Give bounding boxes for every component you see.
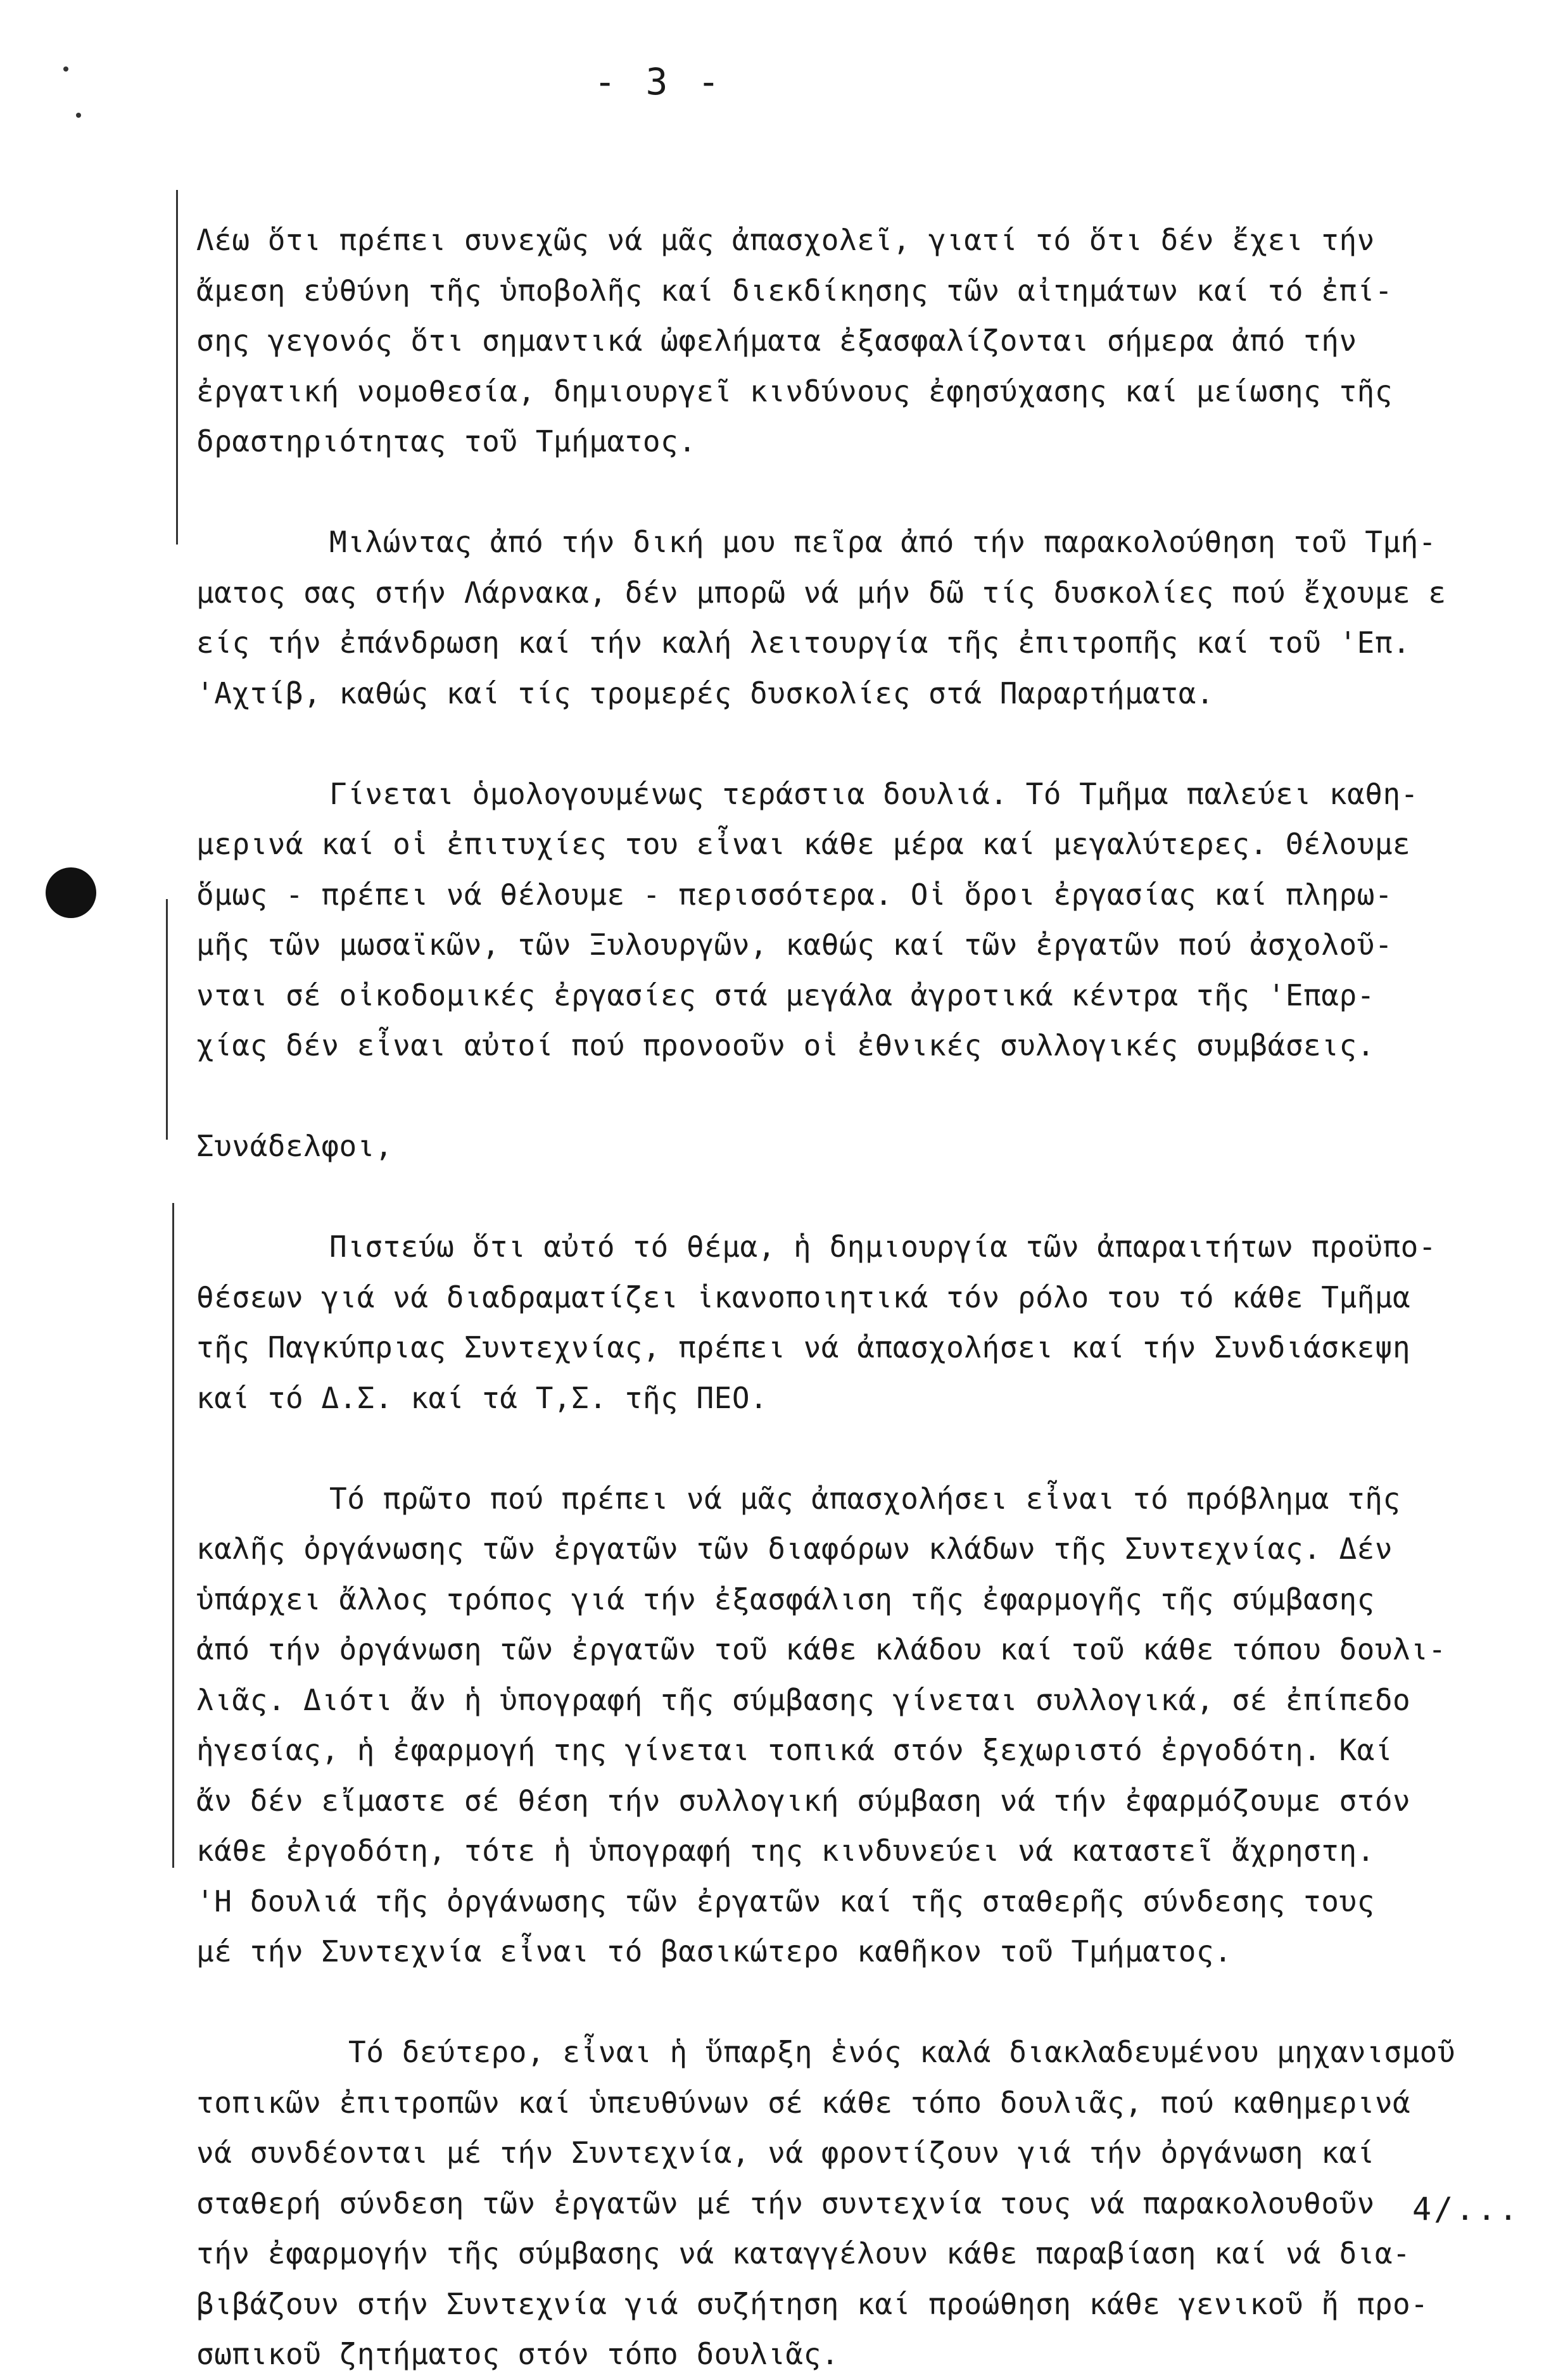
text-line: μερινά καί οἱ ἐπιτυχίες του εἶναι κάθε μέρα καί μεγαλύτερες. Θέλουμε xyxy=(196,827,1411,861)
text-line: μῆς τῶν μωσαϊκῶν, τῶν Ξυλουργῶν, καθώς καί τῶν ἐργατῶν πού ἀσχολοῦ- xyxy=(196,928,1393,962)
text-line: θέσεων γιά νά διαδραματίζει ἱκανοποιητικά τόν ρόλο του τό κάθε Τμῆμα xyxy=(196,1280,1411,1314)
text-line: λιᾶς. Διότι ἄν ἡ ὑπογραφή τῆς σύμβασης γίνεται συλλογικά, σέ ἐπίπεδο xyxy=(196,1682,1411,1717)
text-line: Μιλώντας ἀπό τήν δική μου πεῖρα ἀπό τήν παρακολούθηση τοῦ Τμή- xyxy=(329,525,1437,559)
paragraph xyxy=(196,1222,1514,1423)
salutation xyxy=(196,1121,1514,1172)
paragraph xyxy=(196,215,1514,467)
paragraph xyxy=(196,769,1514,1071)
text-line: Συνάδελφοι, xyxy=(196,1129,393,1163)
text-line: ἐργατική νομοθεσία, δημιουργεῖ κινδύνους ἐφησύχασης καί μείωσης τῆς xyxy=(196,374,1393,408)
text-line: ἀπό τήν ὀργάνωση τῶν ἐργατῶν τοῦ κάθε κλάδου καί τοῦ κάθε τόπου δουλι- xyxy=(196,1632,1446,1666)
text-line: ἡγεσίας, ἡ ἐφαρμογή της γίνεται τοπικά στόν ξεχωριστό ἐργοδότη. Καί xyxy=(196,1733,1393,1767)
punch-hole-mark xyxy=(46,867,96,918)
text-line: Λέω ὅτι πρέπει συνεχῶς νά μᾶς ἀπασχολεῖ, γιατί τό ὅτι δέν ἔχει τήν xyxy=(196,223,1375,257)
paragraph xyxy=(196,1474,1514,1977)
text-line: νται σέ οἰκοδομικές ἐργασίες στά μεγάλα ἀγροτικά κέντρα τῆς 'Επαρ- xyxy=(196,978,1375,1012)
text-line: Τό πρῶτο πού πρέπει νά μᾶς ἀπασχολήσει εἶναι τό πρόβλημα τῆς xyxy=(329,1481,1401,1516)
text-line: Γίνεται ὁμολογουμένως τεράστια δουλιά. Τό Τμῆμα παλεύει καθη- xyxy=(329,776,1419,811)
continuation-marker: 4/... xyxy=(1412,2191,1521,2227)
text-line: βιβάζουν στήν Συντεχνία γιά συζήτηση καί προώθηση κάθε γενικοῦ ἤ προ- xyxy=(196,2286,1429,2321)
text-line: ἄν δέν εἴμαστε σέ θέση τήν συλλογική σύμβαση νά τήν ἐφαρμόζουμε στόν xyxy=(196,1783,1411,1818)
margin-line xyxy=(166,899,168,1140)
text-line: χίας δέν εἶναι αὐτοί πού προνοοῦν οἱ ἐθνικές συλλογικές συμβάσεις. xyxy=(196,1028,1375,1062)
page-number: - 3 - xyxy=(593,60,724,103)
text-line: νά συνδέονται μέ τήν Συντεχνία, νά φροντίζουν γιά τήν ὀργάνωση καί xyxy=(196,2136,1375,2170)
margin-line xyxy=(172,1203,174,1868)
text-line: ἄμεση εὐθύνη τῆς ὑποβολῆς καί διεκδίκησης τῶν αἰτημάτων καί τό ἐπί- xyxy=(196,273,1393,308)
text-line: τήν ἐφαρμογήν τῆς σύμβασης νά καταγγέλουν κάθε παραβίαση καί νά δια- xyxy=(196,2236,1411,2270)
text-line: Πιστεύω ὅτι αὐτό τό θέμα, ἡ δημιουργία τῶν ἀπαραιτήτων προϋπο- xyxy=(329,1230,1437,1264)
text-line: ὑπάρχει ἄλλος τρόπος γιά τήν ἐξασφάλιση τῆς ἐφαρμογῆς τῆς σύμβασης xyxy=(196,1582,1375,1616)
text-line: δραστηριότητας τοῦ Τμήματος. xyxy=(196,424,697,458)
text-line: τοπικῶν ἐπιτροπῶν καί ὑπευθύνων σέ κάθε τόπο δουλιᾶς, πού καθημερινά xyxy=(196,2085,1411,2120)
text-line: Τό δεύτερο, εἶναι ἡ ὕπαρξη ἑνός καλά διακλαδευμένου μηχανισμοῦ xyxy=(348,2035,1456,2069)
text-line: είς τήν ἐπάνδρωση καί τήν καλή λειτουργία τῆς ἐπιτροπῆς καί τοῦ 'Επ. xyxy=(196,626,1411,660)
text-line: σταθερή σύνδεση τῶν ἐργατῶν μέ τήν συντεχνία τους νά παρακολουθοῦν xyxy=(196,2186,1375,2220)
text-line: ὅμως - πρέπει νά θέλουμε - περισσότερα. Οἱ ὅροι ἐργασίας καί πληρω- xyxy=(196,877,1393,912)
text-line: καλῆς ὀργάνωσης τῶν ἐργατῶν τῶν διαφόρων κλάδων τῆς Συντεχνίας. Δέν xyxy=(196,1532,1393,1566)
text-line: τῆς Παγκύπριας Συντεχνίας, πρέπει νά ἀπασχολήσει καί τήν Συνδιάσκεψη xyxy=(196,1330,1411,1364)
text-line: καί τό Δ.Σ. καί τά Τ,Σ. τῆς ΠΕΟ. xyxy=(196,1380,768,1415)
text-line: 'Αχτίβ, καθώς καί τίς τρομερές δυσκολίες στά Παραρτήματα. xyxy=(196,676,1215,710)
text-line: κάθε ἐργοδότη, τότε ἡ ὑπογραφή της κινδυνεύει νά καταστεῖ ἄχρηστη. xyxy=(196,1834,1375,1868)
paragraph xyxy=(196,2027,1514,2380)
paragraph xyxy=(196,517,1514,719)
text-line: σωπικοῦ ζητήματος στόν τόπο δουλιᾶς. xyxy=(196,2337,839,2371)
text-line: ματος σας στήν Λάρνακα, δέν μπορῶ νά μήν δῶ τίς δυσκολίες πού ἔχουμε ε xyxy=(196,575,1446,610)
margin-line xyxy=(176,190,178,545)
scan-speck xyxy=(76,113,81,118)
body-text xyxy=(196,215,1514,2380)
text-line: σης γεγονός ὅτι σημαντικά ὠφελήματα ἐξασφαλίζονται σήμερα ἀπό τήν xyxy=(196,324,1357,358)
text-line: μέ τήν Συντεχνία εἶναι τό βασικώτερο καθῆκον τοῦ Τμήματος. xyxy=(196,1934,1232,1968)
text-line: 'Η δουλιά τῆς ὀργάνωσης τῶν ἐργατῶν καί τῆς σταθερῆς σύνδεσης τους xyxy=(196,1884,1375,1918)
